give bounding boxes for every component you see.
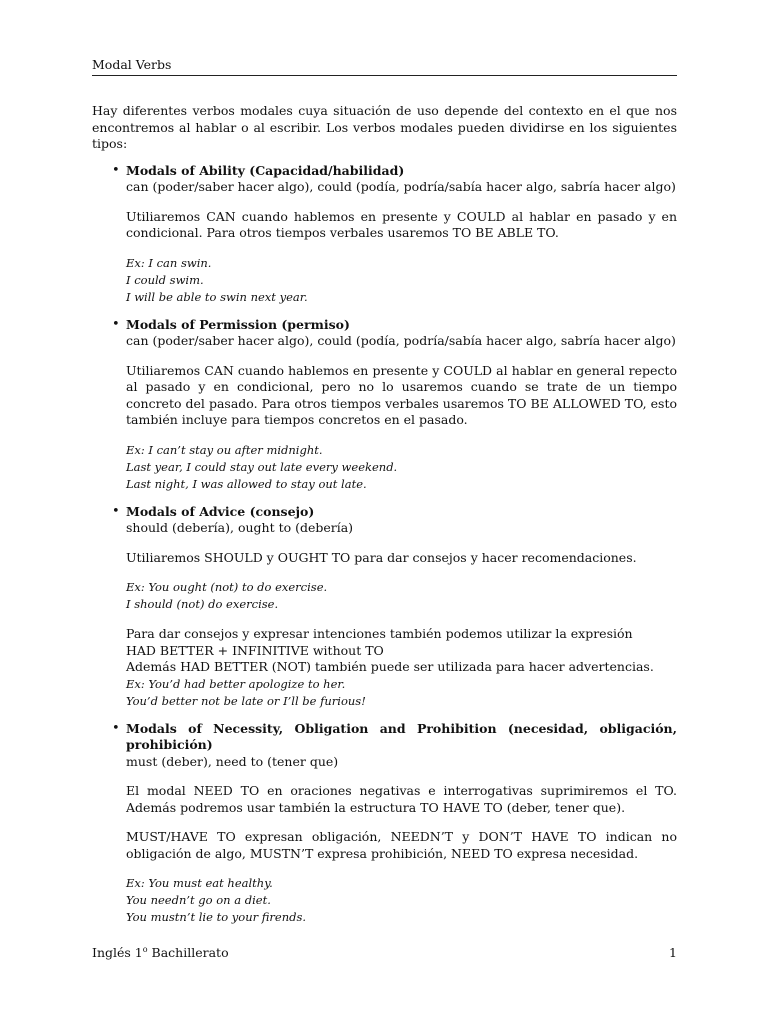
list-item [112, 720, 677, 927]
example-line: You needn’t go on a diet. [126, 893, 271, 907]
footer-ordinal: o [142, 945, 148, 954]
section-text: Utiliaremos SHOULD y OUGHT TO para dar consejos y hacer recomendaciones. [126, 549, 637, 565]
example-line: Ex: I can swin. [126, 255, 212, 270]
section-text: Utiliaremos CAN cuando hablemos en presente y COULD al hablar en general repecto al pasado y en condicional, pero no lo usaremos cuando se trate de un tiempo concreto del pasado. Para otros tiempos verbales usaremos TO BE ALLOWED TO, esto también incluye para tiempos concretos en el pasado. [126, 362, 677, 427]
footer-course-level: Bachillerato [147, 945, 229, 961]
intro-paragraph: Hay diferentes verbos modales cuya situación de uso depende del contexto en el que nos encontremos al hablar o al escribir. Los verbos modales pueden dividirse en los siguientes tipos: [92, 103, 677, 151]
list-item [112, 316, 677, 493]
section-text: MUST/HAVE TO expresan obligación, NEEDN’T y DON’T HAVE TO indican no obligación de algo, MUSTN’T expresa prohibición, NEED TO expresa necesidad. [126, 829, 677, 861]
example-line: Ex: You must eat healthy. [126, 876, 273, 890]
example-line: You mustn’t lie to your firends. [126, 910, 307, 924]
page-number: 1 [669, 945, 677, 960]
bullet-icon: • [112, 316, 120, 332]
running-header: Modal Verbs [92, 57, 172, 72]
document-body [92, 103, 677, 937]
section-text-line: HAD BETTER + INFINITIVE without TO [126, 642, 384, 658]
section-subtitle: can (poder/saber hacer algo), could (podía, podría/sabía hacer algo, sabría hacer algo) [126, 333, 676, 348]
section-title: Modals of Ability (Capacidad/habilidad) [126, 162, 405, 178]
section-text-line: Para dar consejos y expresar intenciones también podemos utilizar la expresión [126, 626, 633, 641]
bullet-icon: • [112, 503, 120, 519]
section-subtitle: should (debería), ought to (debería) [126, 520, 354, 535]
modal-types-list [92, 163, 677, 927]
list-item [112, 162, 677, 306]
bullet-icon: • [112, 720, 120, 736]
section-text-line: Además HAD BETTER (NOT) también puede ser utilizada para hacer advertencias. [126, 659, 654, 674]
section-subtitle: can (poder/saber hacer algo), could (podía, podría/sabía hacer algo, sabría hacer algo) [126, 179, 676, 194]
list-item [112, 503, 677, 710]
section-title: Modals of Advice (consejo) [126, 503, 315, 519]
section-title: Modals of Necessity, Obligation and Prohibition (necesidad, obligación, prohibición) [126, 720, 677, 752]
example-line: You’d better not be late or I’ll be furious! [126, 693, 366, 708]
example-line: Ex: I can’t stay ou after midnight. [126, 442, 323, 457]
example-line: Ex: You’d had better apologize to her. [126, 676, 346, 691]
footer-course-name: Inglés 1 [92, 945, 143, 961]
example-line: Last year, I could stay out late every weekend. [126, 459, 398, 474]
header-rule [92, 75, 677, 76]
example-line: I could swim. [126, 272, 204, 287]
section-subtitle: must (deber), need to (tener que) [126, 753, 339, 769]
bullet-icon: • [112, 162, 120, 178]
example-line: Last night, I was allowed to stay out late. [126, 476, 367, 491]
example-line: I will be able to swin next year. [126, 289, 308, 304]
section-text: Utiliaremos CAN cuando hablemos en presente y COULD al hablar en pasado y en condicional. Para otros tiempos verbales usaremos TO BE ABLE TO. [126, 208, 677, 240]
section-title: Modals of Permission (permiso) [126, 316, 350, 332]
section-text: El modal NEED TO en oraciones negativas e interrogativas suprimiremos el TO. Además podremos usar también la estructura TO HAVE TO (deber, tener que). [126, 783, 677, 815]
example-line: Ex: You ought (not) to do exercise. [126, 580, 328, 594]
footer-course [92, 945, 229, 960]
example-line: I should (not) do exercise. [126, 597, 279, 611]
document-page [92, 0, 677, 1024]
